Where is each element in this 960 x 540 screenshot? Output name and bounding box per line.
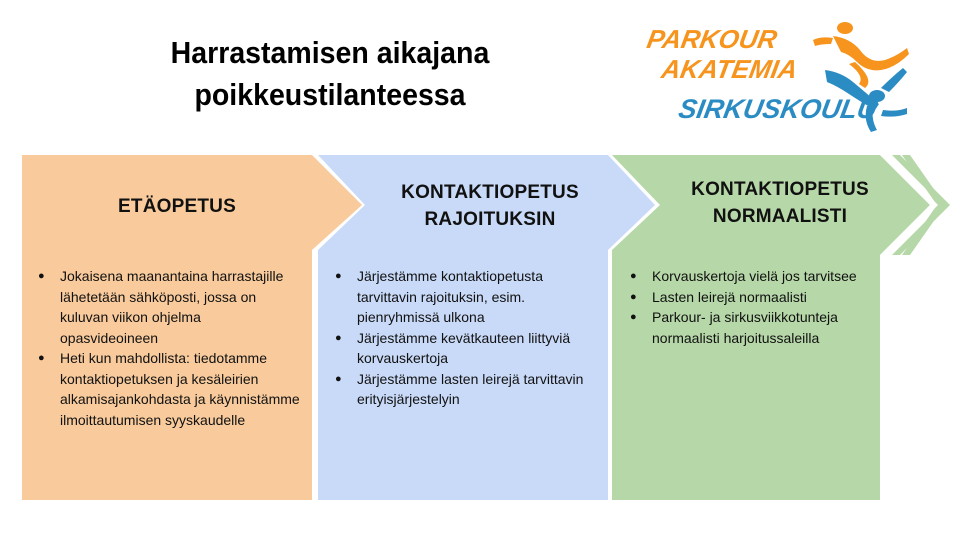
column-1-bullet-1: ● Jokaisena maanantaina harrastajille lähetetään sähköposti, jossa on kuluvan viikon ohjelma opasvideoineen	[38, 266, 300, 348]
column-3-heading-line-2: NORMAALISTI	[712, 206, 848, 227]
page-title-line-1: Harrastamisen aikajana	[170, 35, 490, 70]
column-1-heading-line-1: ETÄOPETUS	[118, 196, 236, 217]
page-title-line-2: poikkeustilanteessa	[194, 77, 466, 112]
column-2-bullet-3: ● Järjestämme lasten leirejä tarvittavin erityisjärjestelyin	[335, 369, 597, 410]
column-3-bullet-1: ● Korvauskertoja vielä jos tarvitsee	[630, 266, 870, 287]
column-2-heading-line-1: KONTAKTIOPETUS	[401, 182, 579, 203]
column-2-heading-line-2: RAJOITUKSIN	[424, 209, 556, 230]
column-3-heading-line-1: KONTAKTIOPETUS	[691, 179, 869, 200]
column-2-bullet-1: ● Järjestämme kontaktiopetusta tarvittavin rajoituksin, esim. pienryhmissä ulkona	[335, 266, 597, 328]
column-1-heading	[22, 193, 332, 220]
logo-text-akatemia: AKATEMIA	[659, 54, 800, 84]
column-2-bullet-list	[335, 266, 597, 410]
logo-text-sirkuskoulu: SIRKUSKOULU	[676, 93, 880, 124]
column-3-bullet-list	[630, 266, 870, 348]
column-3-heading	[620, 176, 940, 230]
logo-text-parkour: PARKOUR	[645, 24, 780, 54]
column-3-bullet-3: ● Parkour- ja sirkusviikkotunteja normaalisti harjoitussaleilla	[630, 307, 870, 348]
column-1-bullet-2: ● Heti kun mahdollista: tiedotamme kontaktiopetuksen ja kesäleirien alkamisajankohdasta ja käynnistämme ilmoittautumisen syyskaudelle	[38, 348, 300, 430]
column-2-bullet-2: ● Järjestämme kevätkauteen liittyviä korvauskertoja	[335, 328, 597, 369]
column-2-heading	[330, 179, 650, 233]
column-3-bullet-2: ● Lasten leirejä normaalisti	[630, 287, 870, 308]
column-1-bullet-list	[38, 266, 300, 430]
